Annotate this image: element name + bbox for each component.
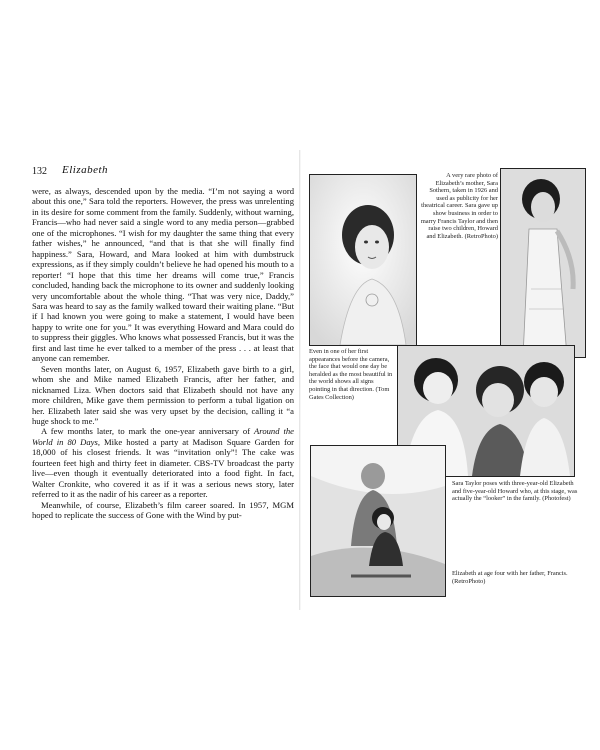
page-header bbox=[32, 166, 294, 182]
caption-sara-children: Sara Taylor poses with three-year-old Elizabeth and five-year-old Howard who, at this stage, was actually the “looker” in the family. (Photofest) bbox=[452, 480, 578, 503]
paragraph: Seven months later, on August 6, 1957, Elizabeth gave birth to a girl, whom she and Mike named Elizabeth Francis, after her father, and nicknamed Liza. When doctors said that Elizabeth should not have any more children, Mike gave them permission to perform a tubal ligation on her. Elizabeth later said she was very upset by the decision, calling it “a huge shock to me.” bbox=[32, 363, 294, 426]
paragraph: Meanwhile, of course, Elizabeth’s film career soared. In 1957, MGM hoped to replicate the success of Gone with the Wind by put- bbox=[32, 499, 294, 521]
photo-sara-sothern-image bbox=[501, 169, 585, 357]
photo-young-elizabeth-image bbox=[310, 175, 416, 345]
caption-first-appearances: Even in one of her first appearances before the camera, the face that would one day be heralded as the most beautiful in the world shows all signs pointing in that direction. (Tom Gates Collection) bbox=[309, 348, 393, 401]
paragraph bbox=[32, 426, 294, 499]
book-gutter bbox=[299, 150, 301, 610]
paragraph: were, as always, descended upon by the media. “I’m not saying a word about this one,” Sara told the reporters. However, the press was unrelenting in its desire for some comment from the family. Suddenly, without warning, Francis—who had never said a single word to any media person—grabbed one of the microphones. “I wish for my daughter the same thing that every father wishes,” he announced, “and that is that she will finally find happiness.” Sara, Howard, and Mara looked at him with dumbstruck expressions, as if they simply couldn’t believe he had opened his mouth to a reporter! “I hope that this time her dreams will come true,” Francis concluded, handing back the microphone to its owner and suddenly looking very uncomfortable about the whole thing. “That was very nice, Daddy,” Sara was heard to say as the family walked toward their waiting plane. “But if I had known you were going to make a statement, I would have been happy to write one for you.” It was everything Howard and Mara could do to suppress their giggles. Who knows what possessed Francis, but it was the first and last time he ever talked to a member of the press . . . at least that anyone can remember. bbox=[32, 186, 294, 364]
body-text bbox=[32, 186, 294, 521]
running-title: Elizabeth bbox=[62, 164, 109, 176]
photo-sara-sothern bbox=[500, 168, 586, 358]
film-title: Around the World in 80 Days bbox=[32, 426, 294, 447]
photo-young-elizabeth bbox=[309, 174, 417, 346]
paragraph-text: , Mike hosted a party at Madison Square Garden for 18,000 of his closest friends. It was “invitation only”! The cake was fourteen feet high and thirty feet in diameter. CBS-TV broadcast the party live—even though it eventually deteriorated into a food fight. In fact, Walter Cronkite, who covered it as if it was a serious news story, later referred to it as the nadir of his career as a reporter. bbox=[32, 436, 294, 500]
photo-father-and-elizabeth-image bbox=[311, 446, 445, 596]
caption-father: Elizabeth at age four with her father, Francis. (RetroPhoto) bbox=[452, 570, 568, 585]
page-number: 132 bbox=[32, 166, 47, 177]
caption-mother: A very rare photo of Elizabeth’s mother, Sara Sothern, taken in 1926 and used as publicity for her theatrical career. Sara gave up show business in order to marry Francis Taylor and then raise two children, Howard and Elizabeth. (RetroPhoto) bbox=[420, 172, 498, 240]
paragraph-text: A few months later, to mark the one-year anniversary of bbox=[41, 426, 255, 437]
photo-father-and-elizabeth bbox=[310, 445, 446, 597]
